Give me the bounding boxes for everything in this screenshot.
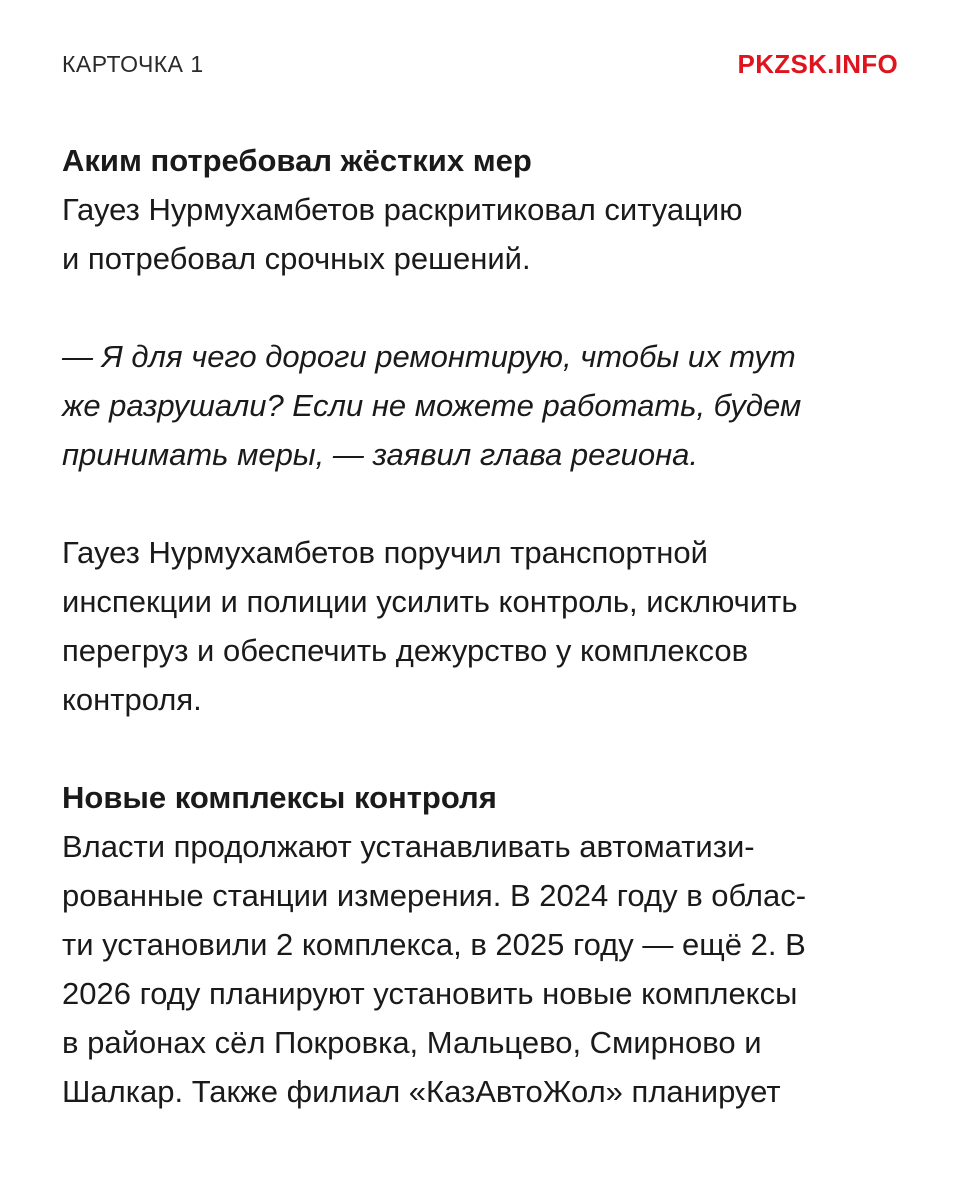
text-line: контроля.: [62, 682, 202, 717]
card-header: [62, 44, 898, 84]
text-line: инспекции и полиции усилить контроль, исключить: [62, 584, 798, 619]
paragraph-gap: [62, 283, 912, 332]
section-heading-new-complexes: Новые комплексы контроля: [62, 780, 497, 815]
text-line: Шалкар. Также филиал «КазАвтоЖол» планирует: [62, 1074, 781, 1109]
quote-line: же разрушали? Если не можете работать, будем: [62, 388, 802, 423]
section-heading-demands: Аким потребовал жёстких мер: [62, 143, 532, 178]
text-line: Гауез Нурмухамбетов поручил транспортной: [62, 535, 708, 570]
card-label: КАРТОЧКА 1: [62, 50, 204, 77]
text-line: рованные станции измерения. В 2024 году в облас-: [62, 878, 807, 913]
site-brand-link[interactable]: PKZSK.INFO: [737, 48, 898, 79]
text-line: и потребовал срочных решений.: [62, 241, 531, 276]
text-line: перегруз и обеспечить дежурство у комплексов: [62, 633, 749, 668]
text-line: Власти продолжают устанавливать автоматизи-: [62, 829, 755, 864]
text-line: ти установили 2 комплекса, в 2025 году — ещё 2. В: [62, 927, 806, 962]
text-line: Гауез Нурмухамбетов раскритиковал ситуацию: [62, 192, 743, 227]
quote-line: — Я для чего дороги ремонтирую, чтобы их тут: [62, 339, 796, 374]
text-line: в районах сёл Покровка, Мальцево, Смирново и: [62, 1025, 762, 1060]
paragraph-gap: [62, 479, 912, 528]
quote-line: принимать меры, — заявил глава региона.: [62, 437, 699, 472]
text-line: 2026 году планируют установить новые комплексы: [62, 976, 798, 1011]
paragraph-gap: [62, 724, 912, 773]
article-body: [62, 136, 912, 1116]
